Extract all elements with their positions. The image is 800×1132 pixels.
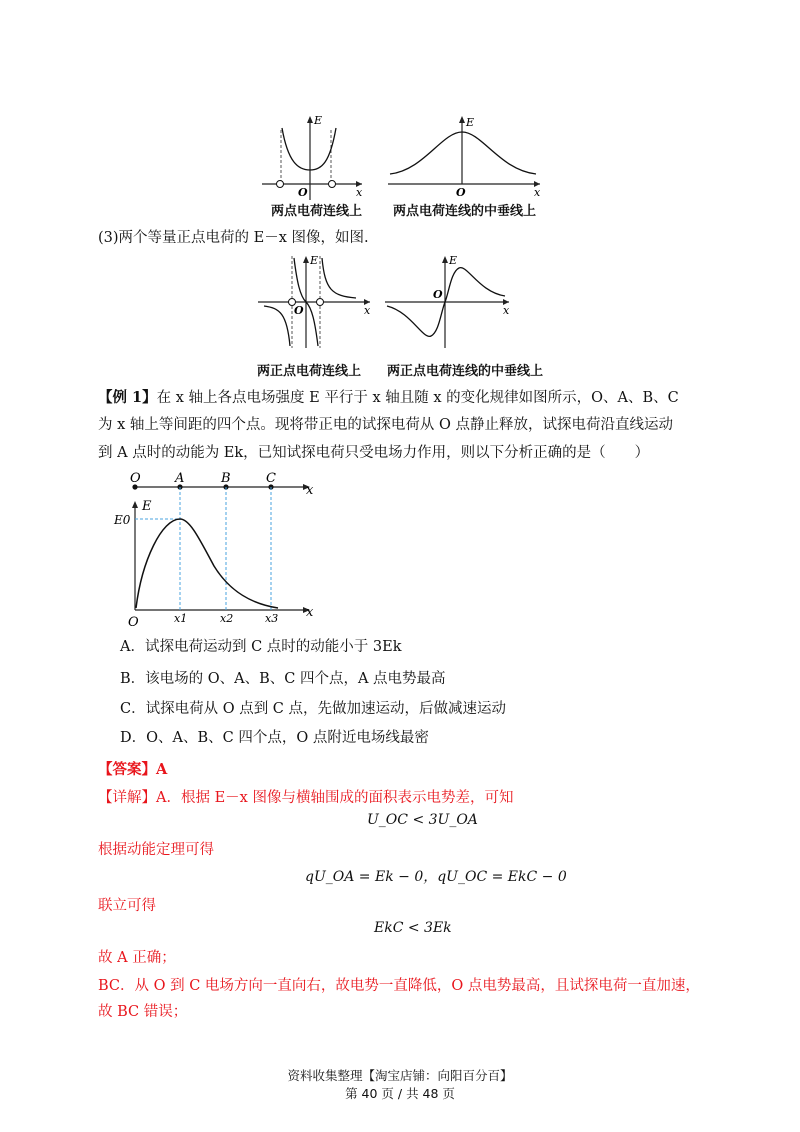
footer-page-number: 第 40 页 / 共 48 页	[345, 1086, 455, 1101]
example-graph	[110, 470, 320, 630]
fig2-caption: 两点电荷连线的中垂线上	[393, 204, 537, 219]
fig1-origin: O	[298, 186, 308, 199]
fig3-x-label: x	[364, 304, 371, 317]
fig2-diagram	[384, 112, 546, 202]
fig1-charge-left	[277, 181, 284, 188]
example-text-1: 在 x 轴上各点电场强度 E 平行于 x 轴且随 x 的变化规律如图所示，O、A、B、C	[156, 390, 679, 406]
example-line-3: 到 A 点时的动能为 Ek，已知试探电荷只受电场力作用，则以下分析正确的是（ ）	[98, 445, 650, 461]
fig4-diagram	[383, 252, 515, 352]
fig4-x-label: x	[503, 304, 510, 317]
section3-text: (3)两个等量正点电荷的 E－x 图像，如图.	[98, 230, 369, 246]
option-b: B．该电场的 O、A、B、C 四个点，A 点电势最高	[120, 671, 446, 687]
option-d: D．O、A、B、C 四个点，O 点附近电场线最密	[120, 730, 429, 746]
fig3-e-label: E	[310, 254, 319, 267]
equation-2: qU_OA = Ek − 0，qU_OC = EkC − 0	[305, 869, 567, 885]
fig1-charge-right	[329, 181, 336, 188]
fig4-origin: O	[433, 288, 443, 301]
graph-x-label: x	[306, 605, 314, 620]
tick-x3: x3	[265, 612, 279, 625]
answer-label: 【答案】A	[98, 761, 168, 778]
top-label-o: O	[130, 471, 141, 486]
graph-e-label: E	[142, 499, 152, 514]
explain-line-6: 故 BC 错误；	[98, 1004, 188, 1020]
option-a: A．试探电荷运动到 C 点时的动能小于 3Ek	[120, 639, 402, 655]
example-tag: 【例 1】	[98, 389, 157, 406]
fig3-charge-right	[317, 299, 324, 306]
fig4-e-label: E	[449, 254, 458, 267]
top-label-c: C	[266, 471, 276, 486]
explain-line-3: 联立可得	[98, 898, 156, 914]
fig4-caption: 两正点电荷连线的中垂线上	[387, 364, 544, 379]
fig1-diagram	[258, 112, 368, 202]
top-label-a: A	[175, 471, 185, 486]
option-c: C．试探电荷从 O 点到 C 点，先做加速运动，后做减速运动	[120, 701, 507, 717]
fig2-x-label: x	[534, 186, 541, 199]
fig1-x-label: x	[356, 186, 363, 199]
fig2-e-label: E	[466, 116, 475, 129]
equation-1: U_OC < 3U_OA	[367, 812, 478, 828]
explain-line-4: 故 A 正确；	[98, 950, 176, 966]
fig1-e-label: E	[314, 114, 323, 127]
top-x-label: x	[306, 483, 314, 498]
fig1-caption: 两点电荷连线上	[271, 204, 363, 219]
fig2-curve	[390, 132, 536, 174]
fig3-origin: O	[294, 304, 304, 317]
fig2-origin: O	[456, 186, 466, 199]
explain-line-1: 【详解】A．根据 E－x 图像与横轴围成的面积表示电势差，可知	[98, 790, 514, 806]
tick-x1: x1	[174, 612, 188, 625]
graph-curve	[136, 519, 278, 608]
graph-e0-label: E0	[114, 513, 131, 527]
fig3-caption: 两正点电荷连线上	[257, 364, 362, 379]
fig1-curve	[282, 128, 336, 170]
tick-x2: x2	[220, 612, 234, 625]
example-line-2: 为 x 轴上等间距的四个点。现将带正电的试探电荷从 O 点静止释放，试探电荷沿直线运动	[98, 417, 673, 433]
example-line-1	[98, 388, 679, 408]
fig3-diagram	[256, 252, 376, 352]
footer-source: 资料收集整理【淘宝店铺：向阳百分百】	[287, 1068, 513, 1083]
top-label-b: B	[221, 471, 231, 486]
explain-line-2: 根据动能定理可得	[98, 842, 214, 858]
equation-3: EkC < 3Ek	[374, 920, 452, 936]
graph-origin: O	[128, 615, 139, 630]
explain-line-5: BC．从 O 到 C 电场方向一直向右，故电势一直降低，O 点电势最高，且试探电荷一直加速，	[98, 978, 700, 994]
